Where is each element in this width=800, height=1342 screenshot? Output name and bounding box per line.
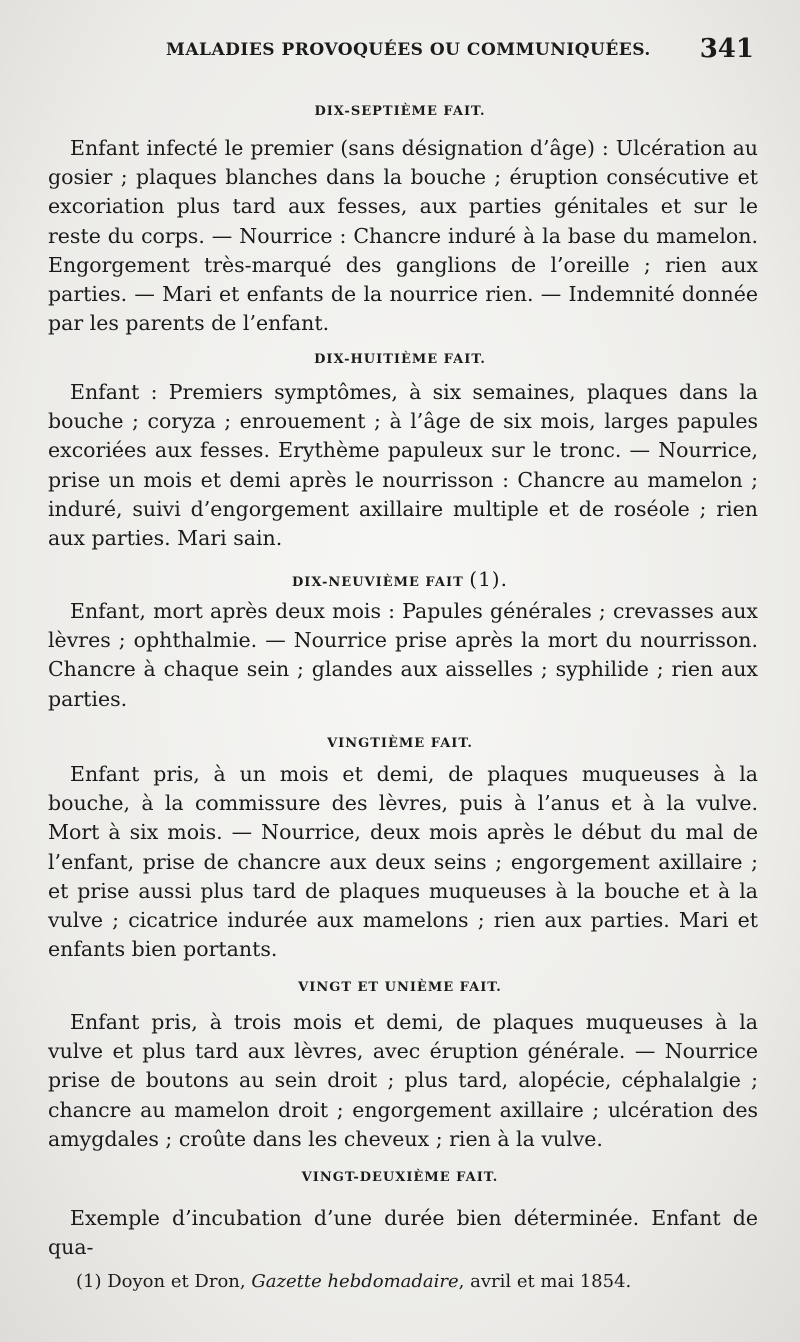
- footnote-number: (1): [76, 1271, 102, 1292]
- footnote-journal: Gazette hebdomadaire: [251, 1271, 459, 1292]
- paragraph-21: Enfant pris, à trois mois et demi, de plaques muqueuses à la vulve et plus tard aux lèvres, avec éruption générale. — Nourrice prise de boutons au sein droit ; plus tard, alopécie, céphalalgie ; chancre au mamelon droit ; engorgement axillaire ; ulcération des amygdales ; croûte dans les cheveux ; rien à la vulve.: [48, 1010, 758, 1151]
- paragraph-17: Enfant infecté le premier (sans désignation d’âge) : Ulcération au gosier ; plaques blanches dans la bouche ; éruption consécutive et excoriation plus tard aux fesses, aux parties génitales et sur le reste du corps. — Nourrice : Chancre induré à la base du mamelon. Engorgement très-marqué des ganglions de l’oreille ; rien aux parties. — Mari et enfants de la nourrice rien. — Indemnité donnée par les parents de l’enfant.: [48, 136, 758, 336]
- section-title-22: VINGT-DEUXIÈME FAIT.: [301, 1170, 499, 1185]
- section-title-19: [0, 567, 800, 591]
- section-title-20: VINGTIÈME FAIT.: [327, 736, 473, 751]
- section-title-18: DIX-HUITIÈME FAIT.: [314, 352, 486, 367]
- footnote-date: , avril et mai 1854.: [458, 1271, 632, 1292]
- footnote-authors: Doyon et Dron,: [107, 1271, 246, 1292]
- footnote: [76, 1271, 631, 1292]
- section-title-17: DIX-SEPTIÈME FAIT.: [314, 104, 486, 119]
- paragraph-20: Enfant pris, à un mois et demi, de plaques muqueuses à la bouche, à la commissure des lèvres, puis à l’anus et à la vulve. Mort à six mois. — Nourrice, deux mois après le début du mal de l’enfant, prise de chancre aux deux seins ; engorgement axillaire ; et prise aussi plus tard de plaques muqueuses à la bouche et à la vulve ; cicatrice indurée aux mamelons ; rien aux parties. Mari et enfants bien portants.: [48, 762, 758, 962]
- section-title-21: VINGT ET UNIÈME FAIT.: [298, 980, 502, 995]
- paragraph-22: Exemple d’incubation d’une durée bien déterminée. Enfant de qua-: [48, 1206, 758, 1260]
- running-head: MALADIES PROVOQUÉES OU COMMUNIQUÉES.: [166, 40, 651, 60]
- paragraph-18: Enfant : Premiers symptômes, à six semaines, plaques dans la bouche ; coryza ; enrouement ; à l’âge de six mois, larges papules excoriées aux fesses. Erythème papuleux sur le tronc. — Nourrice, prise un mois et demi après le nourrisson : Chancre au mamelon ; induré, suivi d’engorgement axillaire multiple et de roséole ; rien aux parties. Mari sain.: [48, 380, 758, 551]
- paragraph-19: Enfant, mort après deux mois : Papules générales ; crevasses aux lèvres ; ophthalmie. — Nourrice prise après la mort du nourrisson. Chancre à chaque sein ; glandes aux aisselles ; syphilide ; rien aux parties.: [48, 599, 758, 711]
- page-number: 341: [699, 34, 754, 64]
- page-header: [120, 36, 760, 76]
- footnote-marker: (1).: [469, 567, 508, 591]
- section-title-19-text: DIX-NEUVIÈME FAIT: [292, 575, 464, 590]
